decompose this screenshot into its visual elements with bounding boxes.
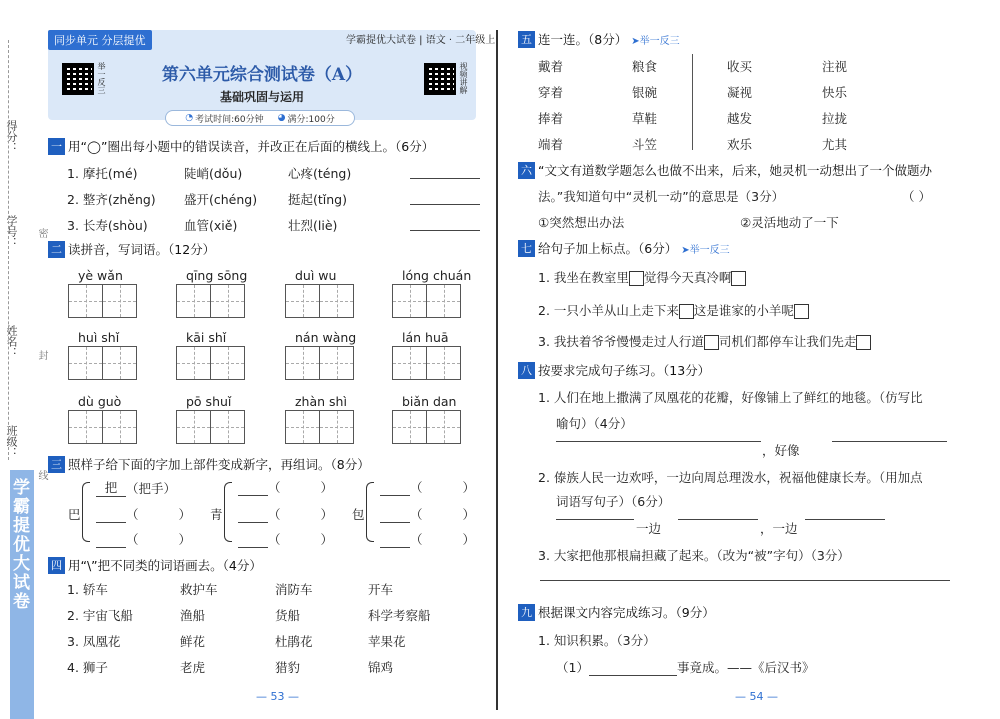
writing-grid[interactable] <box>392 410 460 444</box>
writing-grid[interactable] <box>285 410 353 444</box>
class-label: 班级： <box>5 425 18 458</box>
s1-row-2c <box>288 190 347 208</box>
grid-cell[interactable] <box>426 410 461 444</box>
pinyin-label: lán huā <box>402 330 449 345</box>
section-1-heading <box>48 137 434 155</box>
s6-line-1: “文文有道数学题怎么也做不出来，后来，她灵机一动想出了一个做题办 <box>538 163 932 178</box>
new-char-blank[interactable]: （ ） <box>238 530 333 548</box>
base-char-2: 青 <box>210 507 223 522</box>
pinyin-label: dù guò <box>78 394 122 409</box>
pinyin-label: biǎn dan <box>402 394 457 409</box>
new-char-blank[interactable]: （ ） <box>238 505 333 523</box>
s6-option-1: ①突然想出办法 <box>538 215 625 230</box>
section-number: 二 <box>48 241 65 258</box>
page-number-right: — 54 — <box>735 690 778 703</box>
link-text: 举一反三 <box>689 244 730 256</box>
page-subtitle: 基础巩固与运用 <box>219 90 304 104</box>
item: 心疼(téng) <box>288 166 352 181</box>
answer-line[interactable] <box>805 519 885 520</box>
writing-grid[interactable] <box>176 410 244 444</box>
pinyin-label: qīng sōng <box>186 268 248 283</box>
qr-code-right[interactable] <box>424 63 456 95</box>
qr-code-left[interactable] <box>62 63 94 95</box>
grid-cell[interactable] <box>102 346 137 380</box>
answer-line[interactable] <box>410 230 480 231</box>
fold-mark-1: 密 <box>36 228 47 238</box>
writing-grid[interactable] <box>176 284 244 318</box>
answer-line[interactable] <box>540 580 950 581</box>
answer-line[interactable] <box>238 509 268 523</box>
word-option[interactable]: 救护车 <box>180 582 218 597</box>
section-title: 根据课文内容完成练习。（9分） <box>538 605 715 620</box>
column-divider <box>692 54 693 150</box>
writing-grid[interactable] <box>392 284 460 318</box>
pinyin-label: nán wàng <box>295 330 357 345</box>
answer-line[interactable] <box>678 519 758 520</box>
sentence-part: 1. 我坐在教室里 <box>538 270 629 285</box>
section-3-heading <box>48 455 370 473</box>
page-divider <box>496 30 498 710</box>
grid-cell[interactable] <box>426 284 461 318</box>
student-id-label: 学号： <box>5 215 18 248</box>
s1-row-3b <box>184 216 237 234</box>
writing-grid[interactable] <box>68 284 136 318</box>
new-char-blank[interactable]: （ ） <box>96 505 191 523</box>
grid-cell[interactable] <box>210 410 245 444</box>
s6-line-2: 法。”我知道句中“灵机一动”的意思是（3分） <box>538 189 785 204</box>
sentence-part: 2. 一只小羊从山上走下来 <box>538 303 679 318</box>
match-word[interactable]: 注视 <box>822 59 848 74</box>
page-number-left: — 53 — <box>256 690 299 703</box>
answer-line[interactable] <box>410 204 480 205</box>
match-word[interactable]: 银碗 <box>632 85 658 100</box>
grid-cell[interactable] <box>176 410 211 444</box>
s1-row-2 <box>67 190 156 208</box>
full-score: 满分:100分 <box>287 114 335 125</box>
s1-row-3 <box>67 216 148 234</box>
section-number: 五 <box>518 31 535 48</box>
score-icon: ◕ <box>277 113 286 123</box>
answer-line[interactable] <box>380 482 410 496</box>
s8-q1-line1: 1. 人们在地上撒满了凤凰花的花瓣，好像铺上了鲜红的地毯。（仿写比 <box>538 390 923 405</box>
pinyin-label: kāi shǐ <box>186 330 227 345</box>
item: 陡峭(dǒu) <box>184 166 243 181</box>
answer-line[interactable] <box>556 441 761 442</box>
match-word[interactable]: 穿着 <box>538 85 564 100</box>
brace-1 <box>82 482 90 542</box>
answer-line[interactable] <box>238 534 268 548</box>
answer-line[interactable] <box>380 509 410 523</box>
section-title: 用“◯”圈出每小题中的错误读音，并改正在后面的横线上。（6分） <box>68 139 435 154</box>
punct-box[interactable] <box>794 304 809 319</box>
s7-row-3 <box>538 332 871 350</box>
s8-q2-word1: 一边 <box>636 521 662 536</box>
match-word[interactable]: 凝视 <box>727 85 753 100</box>
punct-box[interactable] <box>856 335 871 350</box>
grid-cell[interactable] <box>210 284 245 318</box>
practice-link[interactable]: ➤举一反三 <box>681 244 730 256</box>
word-option[interactable]: 1. 轿车 <box>67 582 108 597</box>
word-option[interactable]: 杜鹃花 <box>275 634 313 649</box>
section-4-heading <box>48 556 262 574</box>
match-word[interactable]: 越发 <box>727 111 753 126</box>
answer-line[interactable] <box>96 534 126 548</box>
answer-line[interactable] <box>238 482 268 496</box>
s8-q2-line2: 词语写句子）（6分） <box>556 494 671 509</box>
grid-cell[interactable] <box>285 410 320 444</box>
pinyin-label: zhàn shì <box>295 394 347 409</box>
cut-line <box>8 40 9 460</box>
section-number: 八 <box>518 362 535 379</box>
new-char-blank[interactable]: （ ） <box>380 530 475 548</box>
sentence-part: 司机们都停车让我们先走 <box>718 334 857 349</box>
example-word: 把手 <box>138 481 164 496</box>
s8-q3: 3. 大家把他那根扁担藏了起来。（改为“被”字句）（3分） <box>538 548 850 563</box>
match-word[interactable]: 拉拢 <box>822 111 848 126</box>
s9-q1-item <box>556 658 814 676</box>
punct-box[interactable] <box>704 335 719 350</box>
section-9-heading <box>518 603 715 621</box>
s7-row-1 <box>538 268 746 286</box>
answer-line[interactable] <box>96 509 126 523</box>
s1-row-3c <box>288 216 337 234</box>
sentence-part: 觉得今天真冷啊 <box>643 270 732 285</box>
grid-cell[interactable] <box>68 346 103 380</box>
item: 3. 长寿(shòu) <box>67 218 148 233</box>
fold-mark-2: 封 <box>36 350 47 360</box>
brace-3 <box>366 482 374 542</box>
grid-cell[interactable] <box>68 284 103 318</box>
writing-grid[interactable] <box>176 346 244 380</box>
answer-line[interactable] <box>380 534 410 548</box>
section-6-heading <box>518 161 932 179</box>
match-word[interactable]: 斗笠 <box>632 137 658 152</box>
word-option[interactable]: 渔船 <box>180 608 206 623</box>
example-char: 把 <box>96 478 126 497</box>
score-label: 得分： <box>5 120 18 153</box>
page-title: 第六单元综合测试卷（A） <box>161 65 363 85</box>
name-label: 姓名： <box>5 325 18 358</box>
match-word[interactable]: 快乐 <box>822 85 848 100</box>
book-series: 学霸提优大试卷 | 语文 · 二年级上 <box>346 35 496 46</box>
grid-cell[interactable] <box>426 346 461 380</box>
word-option[interactable]: 货船 <box>275 608 301 623</box>
word-option[interactable]: 2. 宇宙飞船 <box>67 608 133 623</box>
s1-row-1 <box>67 164 138 182</box>
writing-grid[interactable] <box>68 346 136 380</box>
grid-cell[interactable] <box>319 284 354 318</box>
series-tag: 同步单元 分层提优 <box>48 30 152 50</box>
grid-cell[interactable] <box>392 346 427 380</box>
match-word[interactable]: 戴着 <box>538 59 564 74</box>
link-text: 举一反三 <box>639 35 680 47</box>
grid-cell[interactable] <box>176 284 211 318</box>
base-char-1: 巴 <box>68 507 81 522</box>
pinyin-label: duì wu <box>295 268 337 283</box>
new-char-blank[interactable]: （ ） <box>96 530 191 548</box>
s6-answer-paren[interactable]: （ ） <box>902 189 931 204</box>
writing-grid[interactable] <box>285 284 353 318</box>
exam-info <box>165 110 355 126</box>
word-option[interactable]: 3. 凤凰花 <box>67 634 121 649</box>
brand-text: 学霸提优大试卷 <box>9 478 29 611</box>
word-option[interactable]: 老虎 <box>180 660 206 675</box>
grid-cell[interactable] <box>285 284 320 318</box>
word-option[interactable]: 苹果花 <box>368 634 406 649</box>
answer-line[interactable] <box>410 178 480 179</box>
grid-cell[interactable] <box>392 410 427 444</box>
word-option[interactable]: 科学考察船 <box>368 608 431 623</box>
grid-cell[interactable] <box>285 346 320 380</box>
grid-cell[interactable] <box>392 284 427 318</box>
item: 盛开(chéng) <box>184 192 258 207</box>
section-number: 七 <box>518 240 535 257</box>
word-option[interactable]: 开车 <box>368 582 394 597</box>
new-char-blank[interactable]: （ ） <box>380 505 475 523</box>
example-row: 把 （把手） <box>96 478 176 497</box>
section-2-heading <box>48 240 215 258</box>
section-number: 四 <box>48 557 65 574</box>
word-option[interactable]: 锦鸡 <box>368 660 394 675</box>
s8-q2-word2: ，一边 <box>760 521 798 536</box>
item: 1. 摩托(mé) <box>67 166 138 181</box>
practice-link[interactable]: ➤举一反三 <box>631 35 680 47</box>
pinyin-label: pō shuǐ <box>186 394 232 409</box>
answer-line[interactable] <box>589 662 677 676</box>
section-title: 读拼音，写词语。（12分） <box>68 242 216 257</box>
word-option[interactable]: 鲜花 <box>180 634 206 649</box>
s1-row-2b <box>184 190 257 208</box>
match-word[interactable]: 草鞋 <box>632 111 658 126</box>
grid-cell[interactable] <box>210 346 245 380</box>
pinyin-label: yè wǎn <box>78 268 123 283</box>
pinyin-label: lóng chuán <box>402 268 472 283</box>
answer-line[interactable] <box>832 441 947 442</box>
match-word[interactable]: 粮食 <box>632 59 658 74</box>
qr-label-right: 视频讲解 <box>459 62 468 94</box>
grid-cell[interactable] <box>68 410 103 444</box>
s6-option-2: ②灵活地动了一下 <box>740 215 839 230</box>
section-number: 一 <box>48 138 65 155</box>
match-word[interactable]: 尤其 <box>822 137 848 152</box>
word-option[interactable]: 猎豹 <box>275 660 301 675</box>
binding-strip <box>0 0 47 719</box>
grid-cell[interactable] <box>176 346 211 380</box>
writing-grid[interactable] <box>392 346 460 380</box>
base-char-3: 包 <box>352 507 365 522</box>
item: 血管(xiě) <box>184 218 238 233</box>
new-char-blank[interactable]: （ ） <box>238 478 333 496</box>
punct-box[interactable] <box>629 271 644 286</box>
fold-mark-3: 线 <box>36 470 47 480</box>
grid-cell[interactable] <box>102 410 137 444</box>
exam-time: 考试时间:60分钟 <box>195 114 264 125</box>
s8-q2-line1: 2. 傣族人民一边欢呼，一边向周总理泼水，祝福他健康长寿。（用加点 <box>538 470 923 485</box>
clock-icon: ◔ <box>185 113 194 123</box>
s1-row-1b <box>184 164 242 182</box>
punct-box[interactable] <box>731 271 746 286</box>
writing-grid[interactable] <box>68 410 136 444</box>
answer-line[interactable] <box>556 519 634 520</box>
word-option[interactable]: 消防车 <box>275 582 313 597</box>
s8-q1-hint: ，好像 <box>762 443 800 458</box>
section-title: 用“\”把不同类的词语画去。（4分） <box>68 558 262 573</box>
section-8-heading <box>518 361 710 379</box>
match-word[interactable]: 捧着 <box>538 111 564 126</box>
qr-label-left: 举一反三 <box>97 62 106 94</box>
pinyin-label: huì shǐ <box>78 330 120 345</box>
s8-q1-line2: 喻句）（4分） <box>556 416 633 431</box>
grid-cell[interactable] <box>319 410 354 444</box>
section-number: 九 <box>518 604 535 621</box>
punct-box[interactable] <box>679 304 694 319</box>
item: 2. 整齐(zhěng) <box>67 192 156 207</box>
grid-cell[interactable] <box>319 346 354 380</box>
writing-grid[interactable] <box>285 346 353 380</box>
section-title: 给句子加上标点。（6分） <box>538 241 678 256</box>
new-char-blank[interactable]: （ ） <box>380 478 475 496</box>
item: 挺起(tǐng) <box>288 192 347 207</box>
s1-row-1c <box>288 164 351 182</box>
section-7-heading <box>518 239 730 257</box>
s9-q1: 1. 知识积累。（3分） <box>538 633 656 648</box>
item: 壮烈(liè) <box>288 218 338 233</box>
match-word[interactable]: 端着 <box>538 137 564 152</box>
section-5-heading <box>518 30 680 48</box>
section-title: 照样子给下面的字加上部件变成新字，再组词。（8分） <box>68 457 370 472</box>
match-word[interactable]: 收买 <box>727 59 753 74</box>
section-number: 三 <box>48 456 65 473</box>
item-number: （1） <box>556 660 589 675</box>
sentence-part: 这是谁家的小羊呢 <box>693 303 794 318</box>
section-title: 按要求完成句子练习。（13分） <box>538 363 711 378</box>
s7-row-2 <box>538 301 809 319</box>
item-text: 事竟成。——《后汉书》 <box>676 660 815 675</box>
section-number: 六 <box>518 162 535 179</box>
grid-cell[interactable] <box>102 284 137 318</box>
word-option[interactable]: 4. 狮子 <box>67 660 108 675</box>
brace-2 <box>224 482 232 542</box>
section-title: 连一连。（8分） <box>538 32 628 47</box>
match-word[interactable]: 欢乐 <box>727 137 753 152</box>
sentence-part: 3. 我扶着爷爷慢慢走过人行道 <box>538 334 704 349</box>
